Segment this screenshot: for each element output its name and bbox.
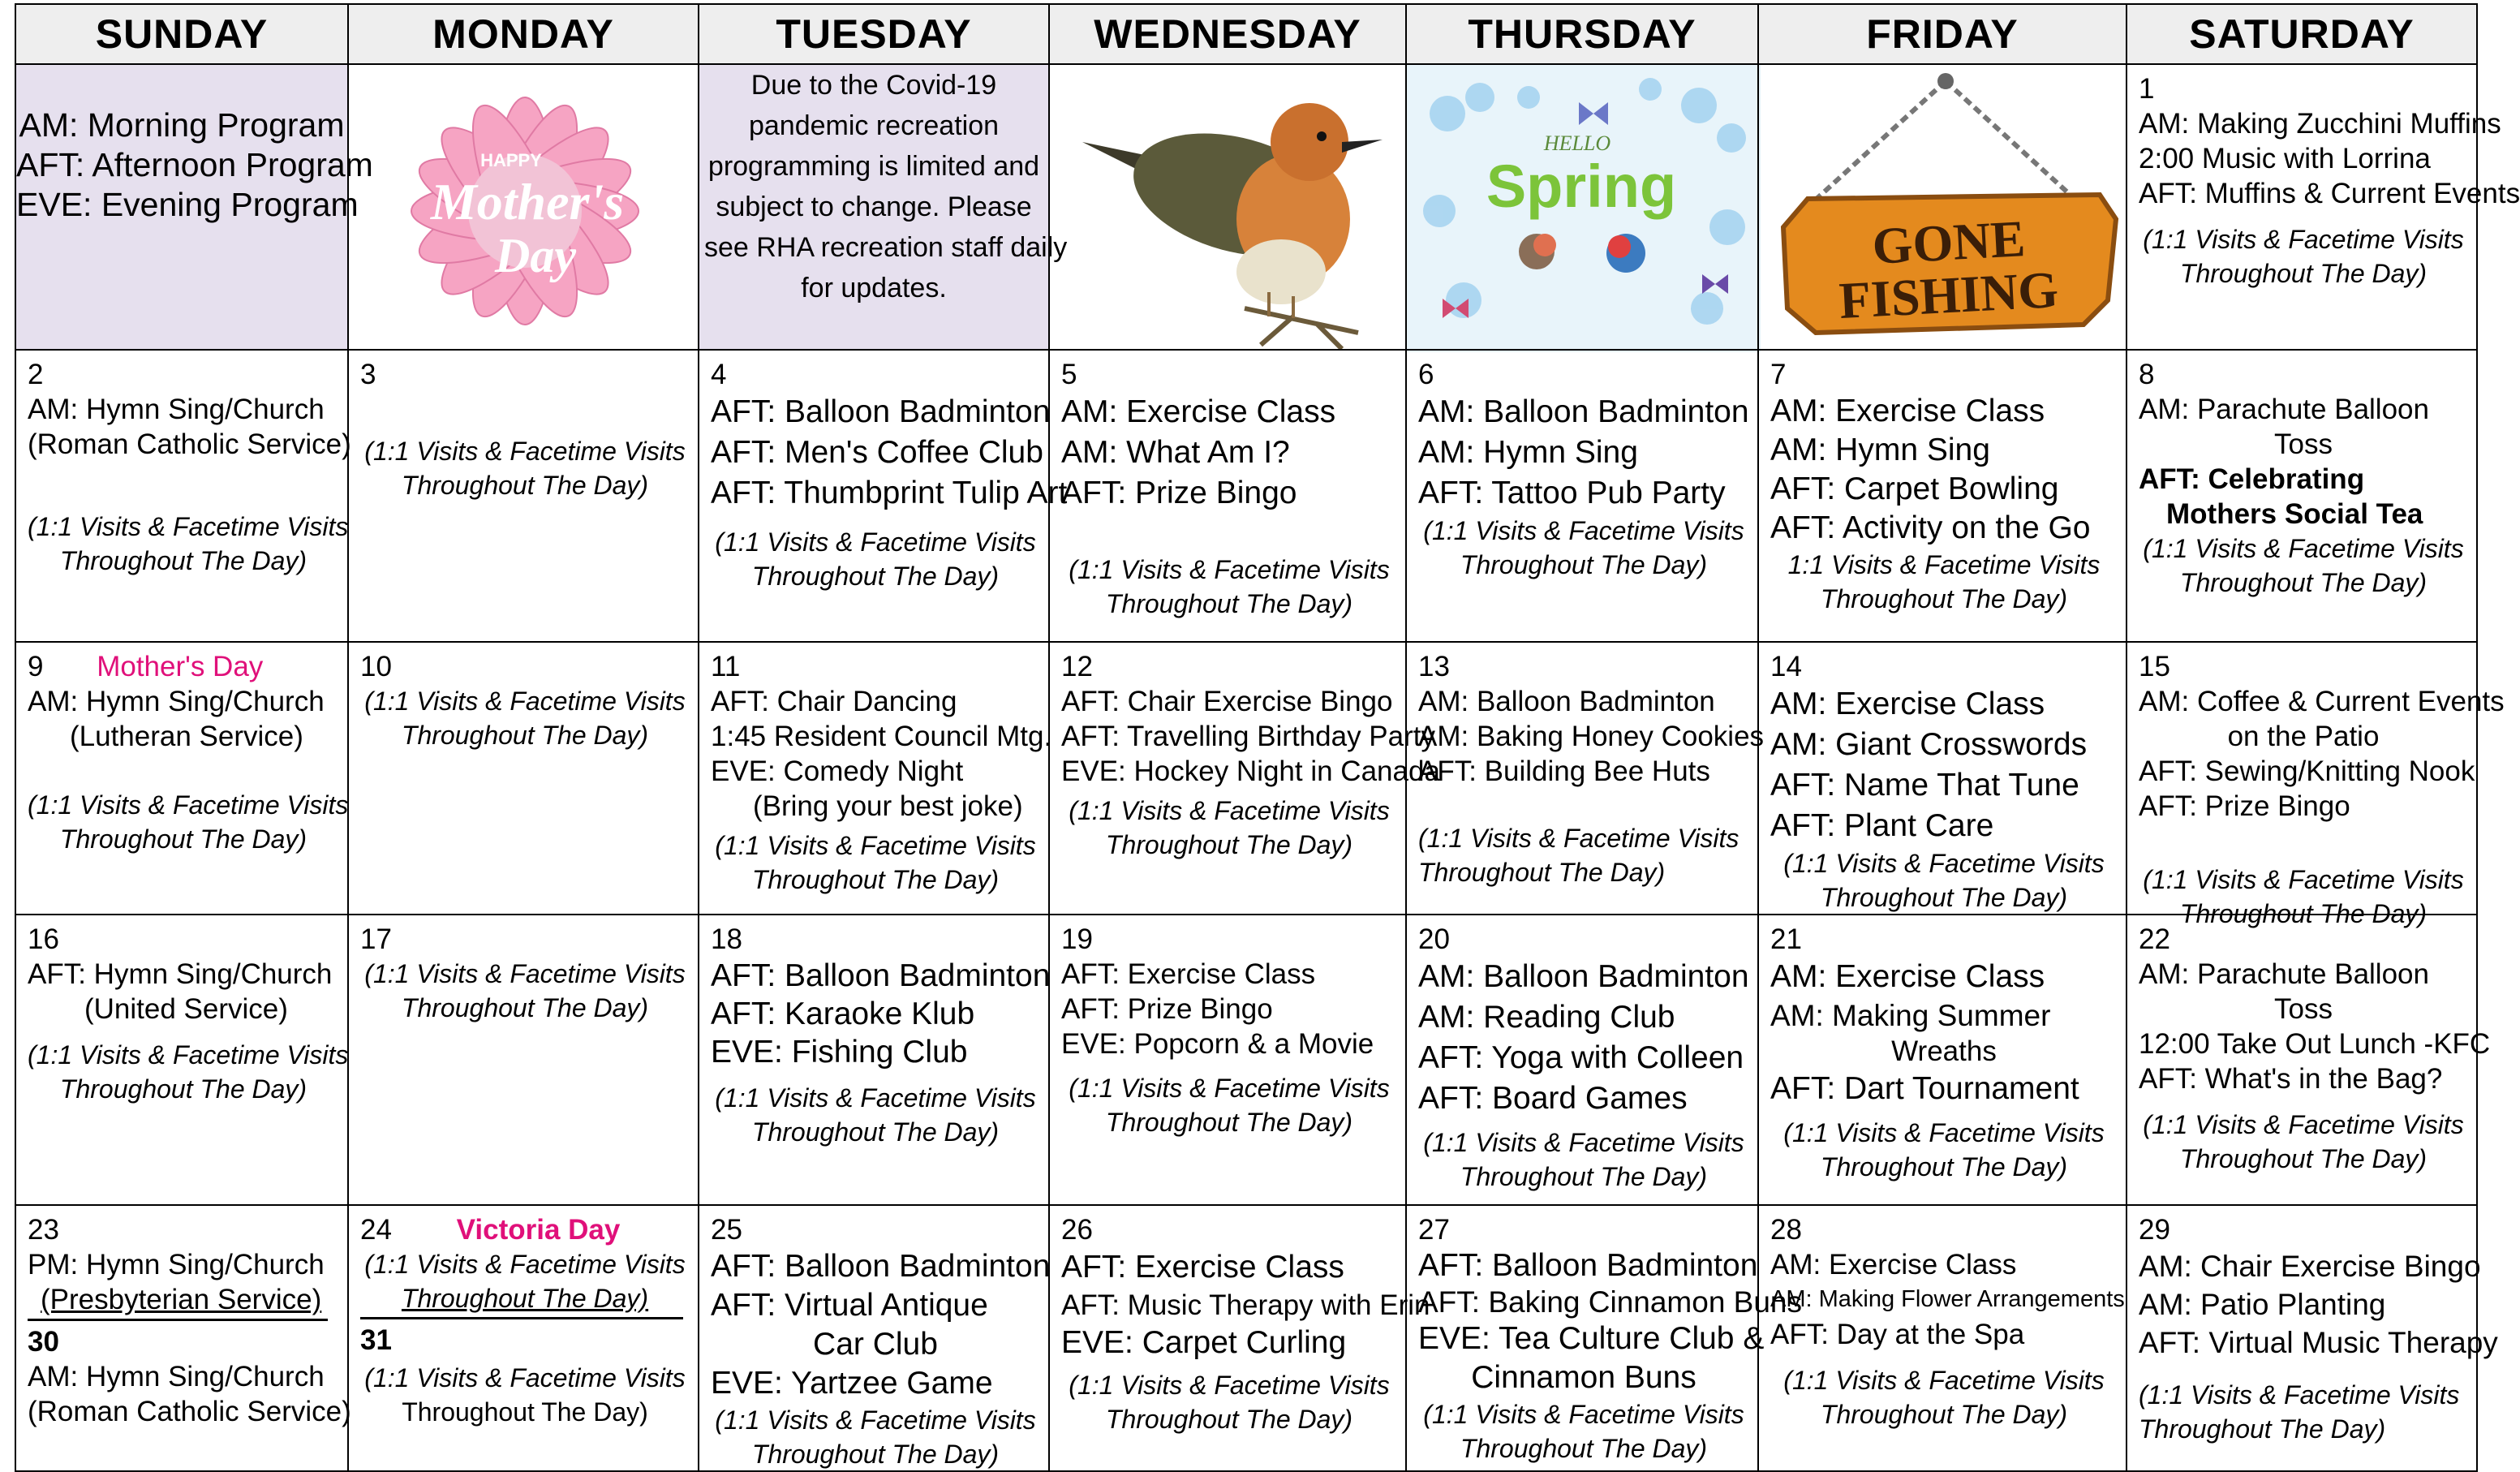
day-cell-24-31 [347,1204,699,1472]
day-number: 4 [711,359,727,390]
visits-note: (1:1 Visits & Facetime Visits [2143,225,2464,254]
day-cell-20 [1405,914,1759,1206]
visits-note: (1:1 Visits & Facetime Visits [2143,534,2464,563]
day-number: 30 [28,1326,59,1358]
visits-note: Throughout The Day) [59,546,307,575]
day-number: 2 [28,359,44,390]
activity: AM: Parachute Balloon [2139,958,2429,990]
activity: AM: Hymn Sing [1770,433,1990,467]
day-header-saturday: SATURDAY [2126,3,2478,65]
legend-eve: EVE: Evening Program [16,186,359,223]
activity: AFT: Music Therapy with Erin [1061,1289,1430,1321]
activity: AFT: Men's Coffee Club [711,435,1043,470]
covid-note-line: Due to the Covid-19 [750,70,997,101]
day-cell-15 [2126,641,2505,928]
visits-note: (1:1 Visits & Facetime Visits [2139,1380,2460,1410]
activity: Wreaths [1891,1035,1997,1067]
day-cell-14 [1757,641,2127,915]
activity: EVE: Hockey Night in Canada [1061,755,1440,787]
activity: AFT: Muffins & Current Events [2139,178,2520,209]
visits-note: Throughout The Day) [402,1397,648,1427]
day-number: 13 [1418,651,1450,682]
visits-note: Throughout The Day) [401,1284,649,1313]
robin-bird-image [1050,65,1408,352]
day-cell-22 [2126,914,2491,1206]
activity: AM: Giant Crosswords [1770,727,2088,762]
activity: AFT: Prize Bingo [1061,476,1297,510]
visits-note: Throughout The Day) [401,721,649,750]
activity: EVE: Fishing Club [711,1035,968,1070]
day-number: 5 [1061,359,1077,390]
activity: AFT: Exercise Class [1061,1250,1344,1285]
spring-image-cell [1405,63,1759,351]
activity: AFT: Travelling Birthday Party [1061,721,1435,752]
activity: AFT: Balloon Badminton [711,958,1051,993]
visits-note: (1:1 Visits & Facetime Visits [1423,1128,1744,1157]
covid-note-line: programming is limited and [707,151,1040,182]
day-number: 1 [2139,73,2155,105]
visits-note: (1:1 Visits & Facetime Visits [364,1363,686,1392]
visits-note: Throughout The Day) [1820,584,2068,613]
visits-note: Throughout The Day) [59,1074,307,1104]
day-cell-4 [698,349,1068,643]
day-number: 16 [28,923,59,955]
visits-note: Throughout The Day) [1820,883,2068,912]
activity: AM: Balloon Badminton [1418,686,1715,717]
day-number: 29 [2139,1214,2170,1246]
day-cell-8 [2126,349,2478,643]
day-number-value: 9 [28,651,44,682]
day-cell-10 [347,641,699,915]
visits-note: (1:1 Visits & Facetime Visits [364,687,686,716]
activity: AFT: Balloon Badminton [1418,1248,1758,1283]
divider [28,1319,328,1321]
visits-note: (1:1 Visits & Facetime Visits [715,1083,1036,1113]
visits-note: Throughout The Day) [1820,1152,2068,1181]
day-number: 20 [1418,923,1450,955]
activity: (Roman Catholic Service) [28,428,351,460]
visits-note: (1:1 Visits & Facetime Visits [1069,1371,1390,1400]
visits-note: (1:1 Visits & Facetime Visits [1069,1074,1390,1103]
visits-note: (1:1 Visits & Facetime Visits [2143,865,2464,894]
day-cell-13 [1405,641,1765,915]
visits-note: Throughout The Day) [1460,1434,1708,1463]
visits-note: (1:1 Visits & Facetime Visits [1423,516,1744,545]
activity: PM: Hymn Sing/Church [28,1249,325,1280]
activity: AM: Making Summer [1770,999,2051,1032]
activity: AM: Exercise Class [1770,394,2045,428]
activity: AFT: Name That Tune [1770,768,2079,803]
day-cell-5 [1048,349,1407,643]
visits-note: 1:1 Visits & Facetime Visits [1787,550,2101,579]
visits-note: (1:1 Visits & Facetime Visits [28,1040,349,1070]
day-cell-11 [698,641,1050,915]
holiday-mothers-day: Mother's Day [97,651,264,682]
activity: AFT: Chair Dancing [711,686,957,717]
activity: EVE: Comedy Night [711,755,964,787]
activity: AFT: Yoga with Colleen [1418,1040,1744,1075]
covid-note-line: subject to change. Please [716,192,1032,222]
activity: Cinnamon Buns [1471,1360,1696,1395]
activity: AM: Patio Planting [2139,1288,2386,1321]
visits-note: Throughout The Day) [1418,858,1666,887]
day-cell-28 [1757,1204,2127,1472]
visits-note: Throughout The Day) [751,1440,1000,1469]
day-cell-9 [15,641,349,915]
day-header-monday: MONDAY [347,3,699,65]
activity: AFT: Virtual Music Therapy [2139,1326,2498,1359]
activity: (Lutheran Service) [70,721,303,752]
mothers-day-flower-image [349,65,701,352]
day-cell-2 [15,349,349,643]
visits-note: (1:1 Visits & Facetime Visits [364,1250,686,1279]
visits-note: Throughout The Day) [1105,830,1353,859]
day-number: 21 [1770,923,1802,955]
day-number: 10 [360,651,392,682]
day-number: 17 [360,923,392,955]
fishing-text: FISHING [1838,260,2060,330]
activity: 12:00 Take Out Lunch -KFC [2139,1028,2491,1060]
activity: Toss [2274,993,2333,1025]
visits-note: (1:1 Visits & Facetime Visits [1069,555,1390,584]
activity: EVE: Yartzee Game [711,1366,993,1401]
day-cell-1 [2126,63,2520,351]
bird-image-cell [1048,63,1407,351]
activity: AFT: Tattoo Pub Party [1418,476,1726,510]
day-cell-3 [347,349,699,643]
activity: AFT: Chair Exercise Bingo [1061,686,1393,717]
gone-fishing-sign-image [1759,65,2129,352]
mothers-day-day-text: Day [495,229,576,282]
mothers-day-happy-text: HAPPY [480,150,542,170]
legend-aft: AFT: Afternoon Program [16,146,373,183]
day-number: 6 [1418,359,1434,390]
day-number: 25 [711,1214,742,1246]
legend-am: AM: Morning Program [19,106,345,144]
activity: AFT: Prize Bingo [2139,790,2350,822]
activity: AFT: Balloon Badminton [711,1249,1051,1284]
covid-note-line: pandemic recreation [748,110,1000,141]
day-number: 27 [1418,1214,1450,1246]
day-header-wednesday: WEDNESDAY [1048,3,1407,65]
visits-note: Throughout The Day) [1105,1108,1353,1137]
activity: AM: Chair Exercise Bingo [2139,1250,2481,1283]
day-number: 15 [2139,651,2170,682]
day-cell-29 [2126,1204,2498,1472]
visits-note: (1:1 Visits & Facetime Visits [1783,1118,2105,1147]
activity: AM: Hymn Sing [1418,435,1638,470]
day-number: 14 [1770,651,1802,682]
covid-note-cell [698,63,1068,351]
day-header-friday: FRIDAY [1757,3,2127,65]
day-number: 8 [2139,359,2155,390]
activity: (United Service) [84,993,288,1025]
visits-note: Throughout The Day) [751,1117,1000,1147]
activity: AFT: Exercise Class [1061,958,1316,990]
day-cell-18 [698,914,1050,1206]
activity: AFT: Dart Tournament [1770,1071,2079,1106]
activity: AM: Balloon Badminton [1418,959,1749,994]
activity: AFT: Prize Bingo [1061,993,1273,1025]
activity: (Bring your best joke) [753,790,1023,822]
activity: AM: Making Zucchini Muffins [2139,108,2501,140]
activity: AFT: Baking Cinnamon Buns [1418,1285,1803,1319]
gone-text: GONE [1870,209,2027,275]
hello-spring-image [1407,65,1761,352]
activity: EVE: Tea Culture Club & [1418,1321,1765,1356]
day-number: 23 [28,1214,59,1246]
activity: Mothers Social Tea [2166,498,2423,530]
day-cell-17 [347,914,699,1206]
day-number: 12 [1061,651,1093,682]
activity: AM: Hymn Sing/Church [28,394,325,425]
activity: AM: Exercise Class [1770,687,2045,721]
day-header-tuesday: TUESDAY [698,3,1050,65]
visits-note: (1:1 Visits & Facetime Visits [1423,1400,1744,1429]
activity: AFT: Thumbprint Tulip Art [711,476,1068,510]
activity: AM: Exercise Class [1770,959,2045,994]
visits-note: (1:1 Visits & Facetime Visits [715,1405,1036,1435]
visits-note: Throughout The Day) [1105,1405,1353,1434]
day-number-value: 24 [360,1214,392,1246]
visits-note: Throughout The Day) [1820,1400,2068,1429]
day-cell-7 [1757,349,2127,643]
visits-note: Throughout The Day) [751,562,1000,591]
activity: AM: Hymn Sing/Church [28,686,325,717]
activity: (Presbyterian Service) [41,1284,322,1315]
activity: AM: Balloon Badminton [1418,394,1749,429]
activity: Toss [2274,428,2333,460]
visits-note: Throughout The Day) [401,471,649,500]
activity: on the Patio [2227,721,2380,752]
mothers-day-image-cell [347,63,699,351]
activity: AM: Making Flower Arrangements [1770,1286,2125,1312]
activity: AFT: Sewing/Knitting Nook [2139,755,2475,787]
visits-note: Throughout The Day) [751,865,1000,894]
activity: AFT: Day at the Spa [1770,1319,2025,1350]
day-cell-21 [1757,914,2127,1206]
day-cell-6 [1405,349,1759,643]
fishing-image-cell [1757,63,2127,351]
visits-note: (1:1 Visits & Facetime Visits [28,512,349,541]
visits-note: (1:1 Visits & Facetime Visits [2143,1110,2464,1139]
day-header-thursday: THURSDAY [1405,3,1759,65]
activity: AFT: Plant Care [1770,808,1994,843]
visits-note: Throughout The Day) [1460,550,1708,579]
day-number: 22 [2139,923,2170,955]
day-header-sunday: SUNDAY [15,3,349,65]
activity: AFT: Balloon Badminton [711,394,1051,429]
activity: (Roman Catholic Service) [28,1396,351,1427]
day-cell-23-30 [15,1204,349,1472]
day-cell-16 [15,914,349,1206]
visits-note: (1:1 Visits & Facetime Visits [1069,796,1390,825]
hello-text: HELLO [1543,131,1611,155]
activity: AM: Coffee & Current Events [2139,686,2505,717]
day-number: 28 [1770,1214,1802,1246]
activity: AFT: Carpet Bowling [1770,471,2059,506]
day-number [360,1212,690,1247]
visits-note: Throughout The Day) [401,993,649,1022]
visits-note: (1:1 Visits & Facetime Visits [715,527,1036,557]
activity: AFT: Celebrating [2139,463,2365,495]
visits-note: Throughout The Day) [2179,1144,2428,1173]
legend-cell [15,63,373,351]
activity: AFT: What's in the Bag? [2139,1063,2443,1095]
activity: AM: Exercise Class [1061,394,1336,429]
day-cell-19 [1048,914,1407,1206]
mothers-day-mothers-text: Mother's [430,173,625,230]
day-number: 18 [711,923,742,955]
activity: AM: Hymn Sing/Church [28,1361,325,1392]
spring-text: Spring [1486,153,1677,220]
activity: AFT: Building Bee Huts [1418,755,1710,787]
activity: 2:00 Music with Lorrina [2139,143,2431,174]
activity: AFT: Virtual Antique [711,1288,988,1323]
activity: Car Club [813,1327,938,1362]
day-cell-25 [698,1204,1050,1472]
visits-note: (1:1 Visits & Facetime Visits [364,437,686,466]
visits-note: Throughout The Day) [2179,899,2428,928]
day-number: 26 [1061,1214,1093,1246]
divider [360,1317,683,1319]
visits-note: (1:1 Visits & Facetime Visits [715,831,1036,860]
activity: AFT: Board Games [1418,1081,1688,1116]
visits-note: Throughout The Day) [2179,568,2428,597]
visits-note: (1:1 Visits & Facetime Visits [364,959,686,988]
activity: AM: Reading Club [1418,1000,1675,1035]
calendar [15,0,2520,1469]
activity: AFT: Activity on the Go [1770,510,2091,545]
day-cell-26 [1048,1204,1430,1472]
day-number [28,649,339,684]
day-number: 3 [360,359,376,390]
visits-note: (1:1 Visits & Facetime Visits [1783,1366,2105,1395]
activity: AM: Parachute Balloon [2139,394,2429,425]
visits-note: (1:1 Visits & Facetime Visits [1418,824,1739,853]
day-number: 11 [711,651,741,682]
activity: AM: Baking Honey Cookies [1418,721,1765,752]
holiday-victoria-day: Victoria Day [456,1214,621,1246]
activity: AFT: Karaoke Klub [711,996,975,1031]
activity: AM: What Am I? [1061,435,1290,470]
visits-note: Throughout The Day) [2179,259,2428,288]
activity: EVE: Carpet Curling [1061,1325,1347,1360]
day-number: 7 [1770,359,1787,390]
activity: AFT: Hymn Sing/Church [28,958,333,990]
visits-note: Throughout The Day) [1105,589,1353,618]
activity: 1:45 Resident Council Mtg. [711,721,1052,752]
covid-note-line: see RHA recreation staff daily [704,232,1068,263]
visits-note: Throughout The Day) [59,824,307,854]
activity: EVE: Popcorn & a Movie [1061,1028,1374,1060]
visits-note: Throughout The Day) [1460,1162,1708,1191]
covid-note-line: for updates. [801,273,947,303]
day-number: 19 [1061,923,1093,955]
visits-note: (1:1 Visits & Facetime Visits [28,790,349,820]
visits-note: Throughout The Day) [2139,1414,2386,1444]
activity: AM: Exercise Class [1770,1249,2017,1280]
day-number: 31 [360,1324,392,1356]
visits-note: (1:1 Visits & Facetime Visits [1783,849,2105,878]
